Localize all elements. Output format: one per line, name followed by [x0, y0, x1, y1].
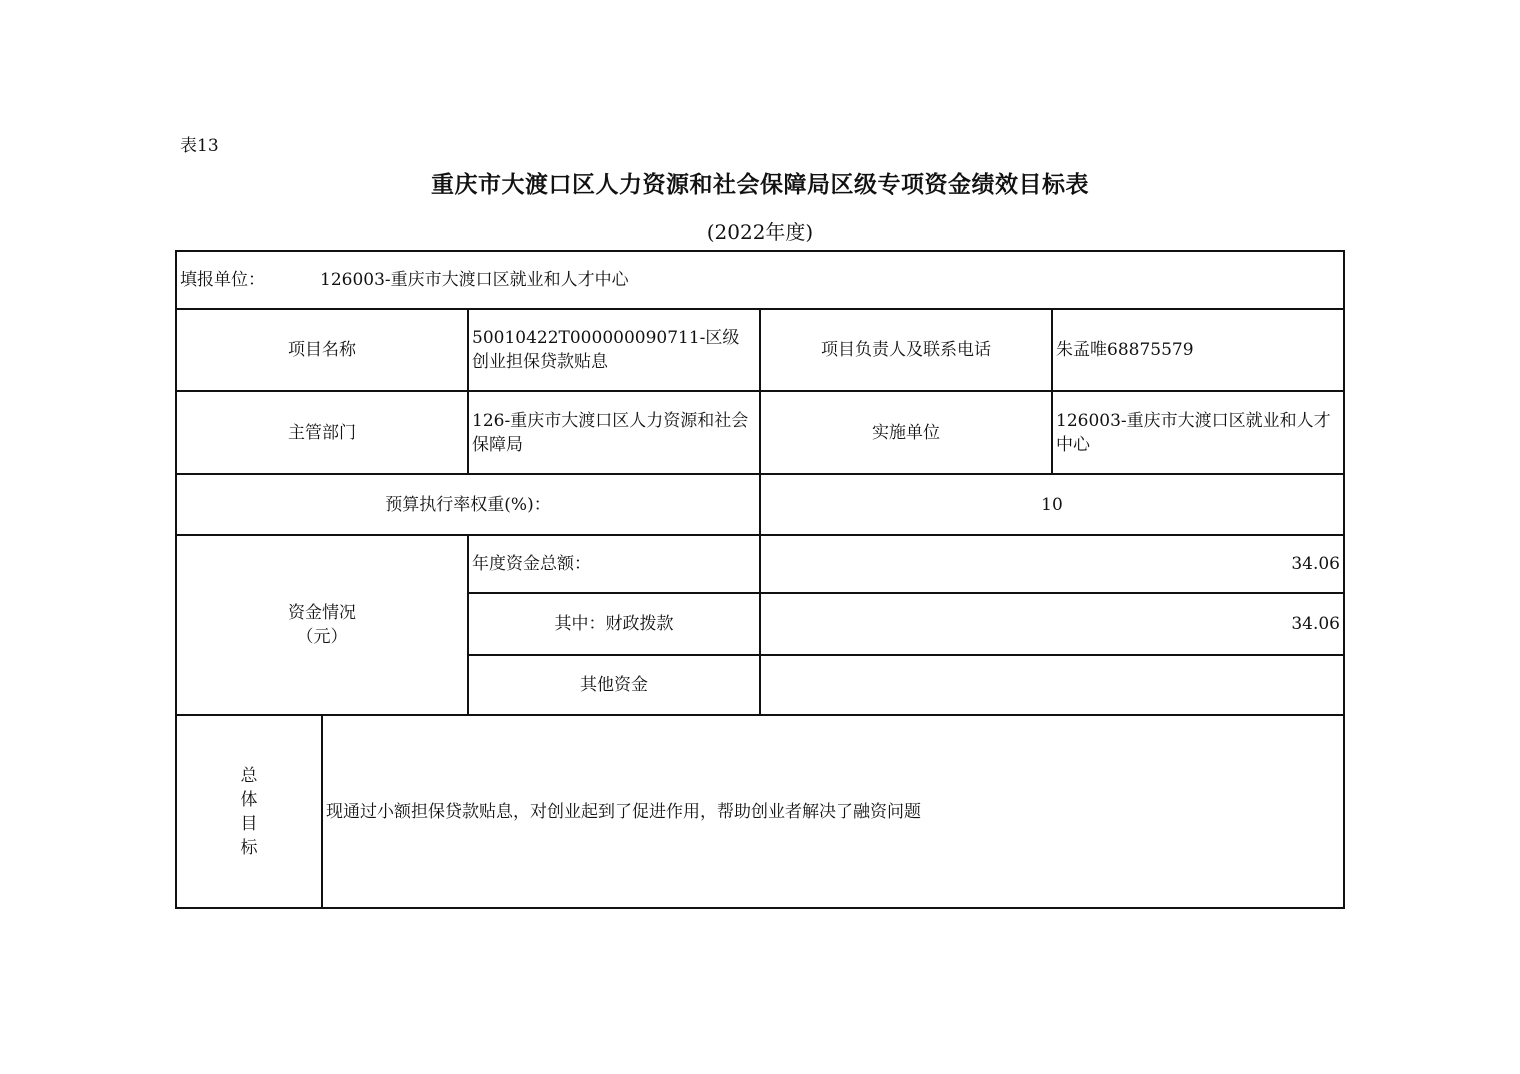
funds-section-unit: （元） [296, 627, 348, 647]
budget-weight-label: 预算执行率权重(%)： [176, 474, 760, 535]
overall-goal-text: 现通过小额担保贷款贴息，对创业起到了促进作用，帮助创业者解决了融资问题 [322, 715, 1344, 908]
overall-goal-label-char: 体 [240, 789, 258, 810]
budget-weight-value: 10 [760, 474, 1344, 535]
department-row [176, 391, 1344, 474]
implementing-unit-value: 126003-重庆市大渡口区就业和人才中心 [1052, 391, 1344, 474]
project-name-value: 50010422T000000090711-区级创业担保贷款贴息 [468, 309, 760, 391]
budget-weight-row [176, 474, 1344, 535]
project-leader-value: 朱孟唯68875579 [1052, 309, 1344, 391]
funds-section-label [176, 535, 468, 715]
funds-total-row [176, 535, 1344, 593]
funds-other-value [760, 655, 1344, 715]
overall-goal-label-char: 标 [240, 837, 258, 858]
project-row [176, 309, 1344, 391]
reporting-unit-row [176, 251, 1344, 309]
funds-total-label: 年度资金总额： [468, 535, 760, 593]
overall-goal-label-char: 目 [240, 813, 258, 834]
funds-total-value: 34.06 [760, 535, 1344, 593]
performance-goal-table [175, 250, 1345, 909]
funds-fiscal-value: 34.06 [760, 593, 1344, 655]
department-label: 主管部门 [176, 391, 468, 474]
page-title: 重庆市大渡口区人力资源和社会保障局区级专项资金绩效目标表 [431, 172, 1089, 198]
page-subtitle: (2022年度) [706, 220, 814, 244]
overall-goal-row [176, 715, 1344, 908]
funds-section-title: 资金情况 [288, 603, 356, 623]
reporting-unit-value: 126003-重庆市大渡口区就业和人才中心 [320, 270, 629, 290]
overall-goal-label-char: 总 [240, 765, 258, 786]
overall-goal-label [176, 715, 322, 908]
funds-fiscal-label: 其中：财政拨款 [468, 593, 760, 655]
project-name-label: 项目名称 [176, 309, 468, 391]
funds-other-label: 其他资金 [468, 655, 760, 715]
project-leader-label: 项目负责人及联系电话 [760, 309, 1052, 391]
reporting-unit-cell [176, 251, 1344, 309]
implementing-unit-label: 实施单位 [760, 391, 1052, 474]
reporting-unit-label: 填报单位： [180, 270, 265, 290]
table-number-label: 表13 [180, 136, 219, 156]
department-value: 126-重庆市大渡口区人力资源和社会保障局 [468, 391, 760, 474]
